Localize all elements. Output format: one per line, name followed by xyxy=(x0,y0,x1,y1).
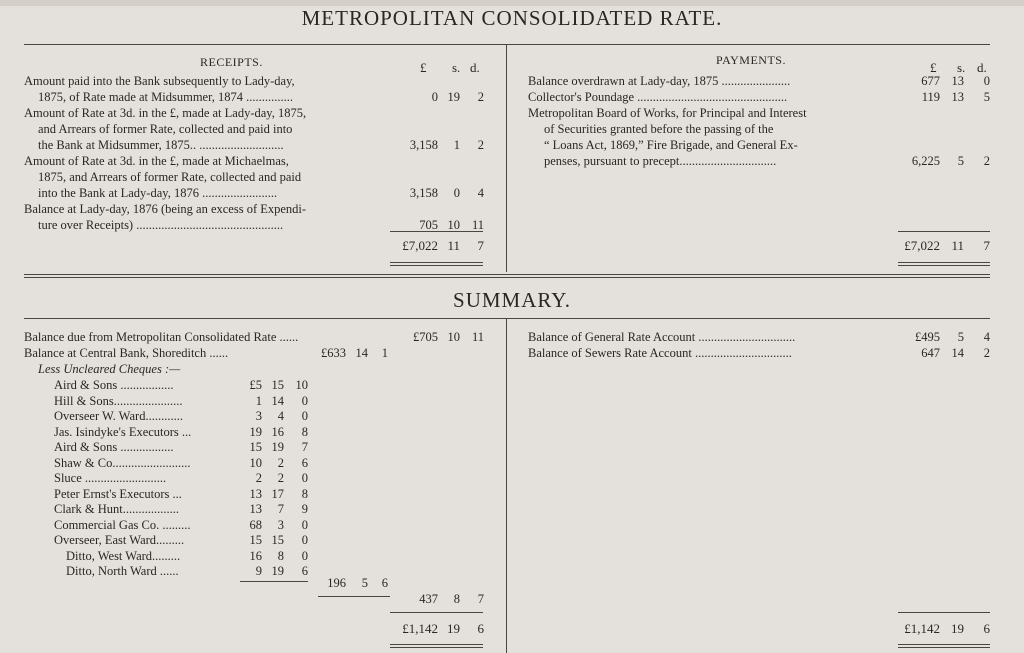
cheque-shillings: 2 xyxy=(277,471,284,485)
cheque-pounds: 3 xyxy=(255,409,262,423)
receipts-total-pence: 7 xyxy=(477,238,484,253)
payments-total-pounds: £7,022 xyxy=(904,238,940,253)
receipts-total-shillings: 11 xyxy=(447,238,460,253)
receipts-currency-pounds: £ xyxy=(420,60,427,75)
cheque-name: Hill & Sons...................... xyxy=(54,393,183,408)
cheque-name: Shaw & Co......................... xyxy=(54,455,191,470)
summary-line-bank-pounds: £633 xyxy=(321,346,346,360)
cheque-shillings: 15 xyxy=(271,533,284,547)
cheque-pence: 0 xyxy=(301,409,308,423)
cheque-pounds: 16 xyxy=(249,548,262,563)
receipt-shillings: 0 xyxy=(453,186,460,200)
cheque-pounds: £5 xyxy=(249,378,262,392)
cheque-pence: 0 xyxy=(301,548,308,563)
cheque-name: Ditto, West Ward......... xyxy=(66,548,181,563)
column-divider-top xyxy=(506,44,507,272)
payment-line: “ Loans Act, 1869,” Fire Brigade, and General Ex- xyxy=(544,138,798,152)
cheque-pounds: 9 xyxy=(255,564,262,578)
payments-currency-shillings: s. xyxy=(957,60,966,75)
cheque-name: Commercial Gas Co. ......... xyxy=(54,517,191,532)
receipt-line: the Bank at Midsummer, 1875.. ........................... xyxy=(38,138,284,152)
cheque-shillings: 19 xyxy=(271,440,284,454)
summary-net-shillings: 8 xyxy=(453,592,460,606)
receipt-line: ture over Receipts) ............................................... xyxy=(38,218,284,232)
column-divider-summary xyxy=(506,318,507,653)
summary-right-shillings: 5 xyxy=(957,330,964,344)
summary-right-pence: 2 xyxy=(983,346,990,360)
cheque-shillings: 16 xyxy=(271,424,284,439)
payment-line: of Securities granted before the passing of the xyxy=(544,122,774,136)
payment-pounds: 6,225 xyxy=(911,154,940,168)
cheque-pence: 8 xyxy=(301,486,308,501)
cheque-name: Ditto, North Ward ...... xyxy=(66,564,179,578)
receipt-line: and Arrears of former Rate, collected and paid into xyxy=(38,122,293,136)
cheque-pence: 7 xyxy=(301,440,308,454)
cheque-pence: 0 xyxy=(301,517,308,532)
cheque-name: Clark & Hunt.................. xyxy=(54,502,179,516)
payments-total-shillings: 11 xyxy=(951,238,964,253)
cheque-name: Jas. Isindyke's Executors ... xyxy=(54,424,192,439)
receipt-line: Balance at Lady-day, 1876 (being an excess of Expendi- xyxy=(24,202,307,216)
summary-right-label: Balance of Sewers Rate Account ............................... xyxy=(528,346,792,360)
cheque-name: Aird & Sons ................. xyxy=(54,440,174,454)
cheques-total-shillings: 5 xyxy=(361,576,368,590)
receipt-shillings: 10 xyxy=(447,218,460,232)
cheque-shillings: 4 xyxy=(277,409,284,423)
summary-line-due-pence: 11 xyxy=(471,330,484,344)
summary-right-pounds: £495 xyxy=(915,330,940,344)
cheque-pounds: 13 xyxy=(249,486,262,501)
summary-line-bank-pence: 1 xyxy=(381,346,388,360)
summary-left-total-shillings: 19 xyxy=(447,621,460,636)
cheque-pounds: 19 xyxy=(249,424,262,439)
receipt-line: 1875, of Rate made at Midsummer, 1874 ............... xyxy=(38,90,294,104)
payment-shillings: 13 xyxy=(951,74,964,88)
cheque-pounds: 1 xyxy=(255,393,262,408)
summary-right-total-rule xyxy=(898,612,990,613)
receipt-line: Amount paid into the Bank subsequently to Lady-day, xyxy=(24,74,295,88)
payment-line: Balance overdrawn at Lady-day, 1875 ...................... xyxy=(528,74,791,88)
payment-pence: 2 xyxy=(983,154,990,168)
summary-right-label: Balance of General Rate Account ............................... xyxy=(528,330,796,344)
payments-heading: PAYMENTS. xyxy=(716,53,786,67)
receipts-total-dbl-rule-2 xyxy=(390,265,483,266)
payment-line: Metropolitan Board of Works, for Principal and Interest xyxy=(528,106,807,120)
cheque-pence: 6 xyxy=(301,564,308,578)
receipt-shillings: 19 xyxy=(447,90,460,104)
cheque-shillings: 14 xyxy=(271,393,284,408)
payments-total-rule xyxy=(898,231,990,232)
receipt-pence: 11 xyxy=(471,218,484,232)
summary-right-total-pence: 6 xyxy=(983,621,990,636)
receipt-line: Amount of Rate at 3d. in the £, made at Lady-day, 1875, xyxy=(24,106,307,120)
cheque-pounds: 13 xyxy=(249,502,262,516)
summary-heading: SUMMARY. xyxy=(453,288,571,312)
summary-right-pence: 4 xyxy=(983,330,990,344)
cheque-shillings: 7 xyxy=(277,502,284,516)
cheque-shillings: 8 xyxy=(277,548,284,563)
summary-left-total-pounds: £1,142 xyxy=(402,621,438,636)
cheque-name: Overseer W. Ward............ xyxy=(54,409,183,423)
summary-right-dbl-rule-1 xyxy=(898,644,990,645)
cheque-pence: 10 xyxy=(295,378,308,392)
rule-top xyxy=(24,44,990,45)
receipts-total-dbl-rule-1 xyxy=(390,262,483,263)
page-title: METROPOLITAN CONSOLIDATED RATE. xyxy=(301,6,723,30)
summary-right-dbl-rule-2 xyxy=(898,647,990,648)
cheque-pence: 0 xyxy=(301,471,308,485)
summary-left-total-rule xyxy=(390,612,483,613)
cheque-name: Overseer, East Ward......... xyxy=(54,533,185,547)
cheques-total-pounds: 196 xyxy=(327,576,346,590)
payment-shillings: 5 xyxy=(957,154,964,168)
receipt-pence: 2 xyxy=(477,90,484,104)
summary-line-due-label: Balance due from Metropolitan Consolidated Rate ...... xyxy=(24,330,299,344)
cheque-pence: 8 xyxy=(301,424,308,439)
cheque-name: Sluce .......................... xyxy=(54,471,167,485)
cheque-name: Aird & Sons ................. xyxy=(54,378,174,392)
receipt-pounds: 3,158 xyxy=(409,138,438,152)
payment-shillings: 13 xyxy=(951,90,964,104)
cheque-shillings: 17 xyxy=(271,486,284,501)
cheque-pounds: 2 xyxy=(255,471,262,485)
cheques-total-pence: 6 xyxy=(381,576,388,590)
cheque-shillings: 19 xyxy=(271,564,284,578)
receipt-pounds: 3,158 xyxy=(409,186,438,200)
payment-pounds: 119 xyxy=(921,90,940,104)
summary-left-dbl-rule-1 xyxy=(390,644,483,645)
payments-currency-pounds: £ xyxy=(930,60,937,75)
rule-summary-top xyxy=(24,318,990,319)
payment-line: Collector's Poundage ................................................ xyxy=(528,90,788,104)
receipt-pence: 4 xyxy=(477,186,484,200)
summary-right-shillings: 14 xyxy=(951,346,964,360)
cheque-pence: 6 xyxy=(301,455,308,470)
payment-line: penses, pursuant to precept............................... xyxy=(544,154,777,168)
receipts-currency-shillings: s. xyxy=(452,60,461,75)
receipt-pence: 2 xyxy=(477,138,484,152)
receipts-heading: RECEIPTS. xyxy=(200,55,263,69)
receipt-pounds: 705 xyxy=(419,218,438,232)
summary-net-pounds: 437 xyxy=(419,592,438,606)
summary-line-due-pounds: £705 xyxy=(413,330,438,344)
payments-total-dbl-rule-2 xyxy=(898,265,990,266)
summary-left-total-pence: 6 xyxy=(477,621,484,636)
summary-left-dbl-rule-2 xyxy=(390,647,483,648)
cheque-pounds: 15 xyxy=(249,440,262,454)
summary-right-total-shillings: 19 xyxy=(951,621,964,636)
receipts-currency-pence: d. xyxy=(470,60,480,75)
payment-pounds: 677 xyxy=(921,74,940,88)
summary-net-pence: 7 xyxy=(477,592,484,606)
cheque-pence: 0 xyxy=(301,393,308,408)
summary-right-pounds: 647 xyxy=(921,346,940,360)
summary-line-bank-shillings: 14 xyxy=(355,346,368,360)
cheque-pence: 9 xyxy=(301,502,308,516)
payments-currency-pence: d. xyxy=(977,60,987,75)
receipt-shillings: 1 xyxy=(453,138,460,152)
payments-total-dbl-rule-1 xyxy=(898,262,990,263)
receipt-line: Amount of Rate at 3d. in the £, made at Michaelmas, xyxy=(24,154,289,168)
cheque-shillings: 3 xyxy=(277,517,284,532)
payment-pence: 5 xyxy=(983,90,990,104)
cheque-name: Peter Ernst's Executors ... xyxy=(54,486,182,501)
payments-total-pence: 7 xyxy=(983,238,990,253)
cheques-subtotal-rule xyxy=(240,581,308,582)
receipt-line: into the Bank at Lady-day, 1876 ........................ xyxy=(38,186,278,200)
section-divider-1 xyxy=(24,274,990,275)
receipts-total-pounds: £7,022 xyxy=(402,238,438,253)
summary-right-total-pounds: £1,142 xyxy=(904,621,940,636)
cheque-shillings: 2 xyxy=(277,455,284,470)
summary-line-due-shillings: 10 xyxy=(447,330,460,344)
summary-line-bank-label: Balance at Central Bank, Shoreditch ...... xyxy=(24,346,229,360)
less-uncleared-cheques-label: Less Uncleared Cheques :— xyxy=(38,362,181,376)
cheque-pounds: 68 xyxy=(249,517,262,532)
cheque-shillings: 15 xyxy=(271,378,284,392)
section-divider-2 xyxy=(24,277,990,278)
receipt-pounds: 0 xyxy=(431,90,438,104)
cheque-pounds: 10 xyxy=(249,455,262,470)
payment-pence: 0 xyxy=(983,74,990,88)
cheque-pounds: 15 xyxy=(249,533,262,547)
cheque-pence: 0 xyxy=(301,533,308,547)
receipts-total-rule xyxy=(390,231,483,232)
receipt-line: 1875, and Arrears of former Rate, collected and paid xyxy=(38,170,302,184)
